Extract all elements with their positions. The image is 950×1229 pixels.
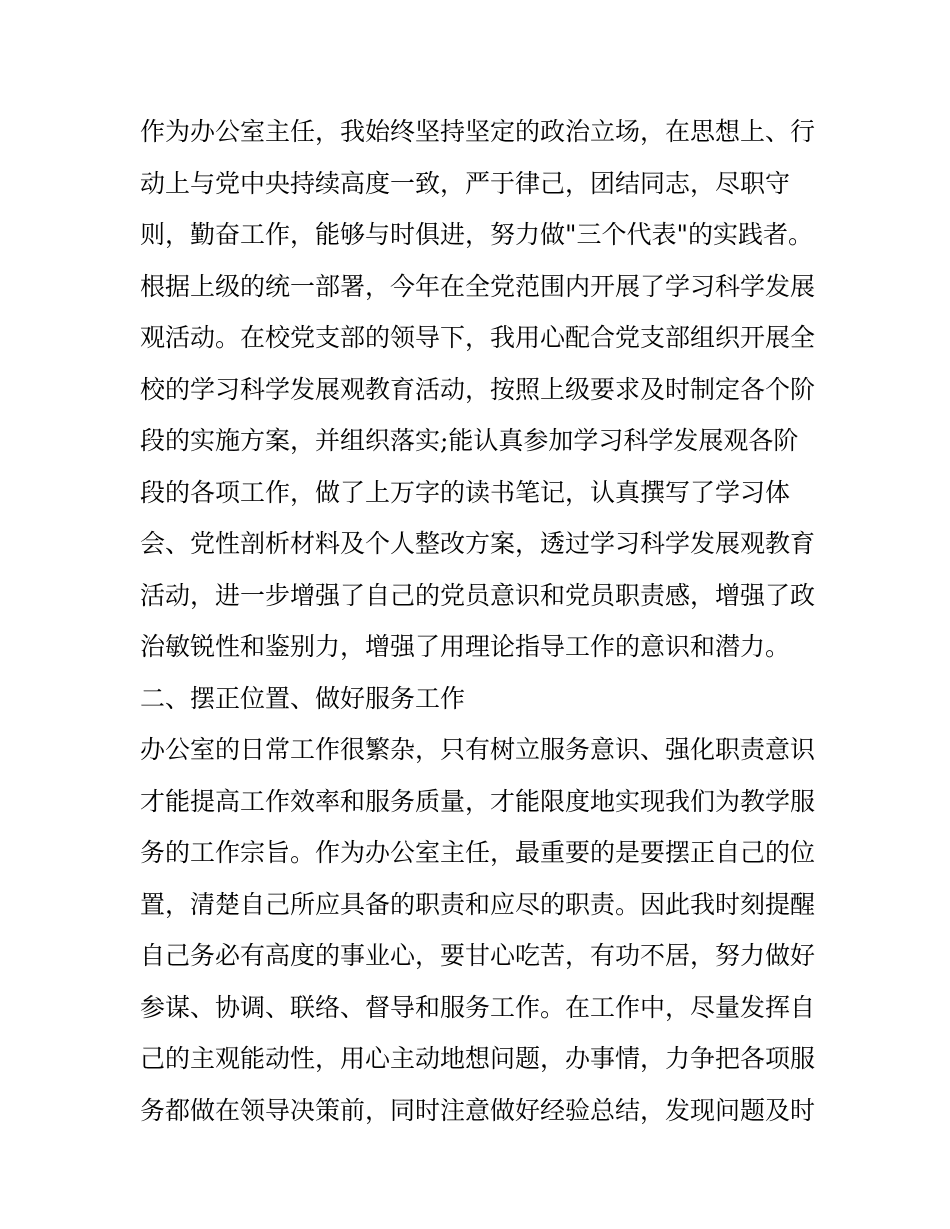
- text-line: 校的学习科学发展观教育活动，按照上级要求及时制定各个阶: [140, 374, 816, 404]
- text-line: 段的各项工作，做了上万字的读书笔记，认真撰写了学习体: [140, 477, 791, 507]
- text-line: 办公室的日常工作很繁杂，只有树立服务意识、强化职责意识: [140, 735, 816, 764]
- body-text: [140, 106, 830, 1136]
- text-line: 活动，进一步增强了自己的党员意识和党员职责感，增强了政: [140, 580, 816, 610]
- text-line: 务都做在领导决策前，同时注意做好经验总结，发现问题及时: [140, 1095, 816, 1125]
- text-line: 务的工作宗旨。作为办公室主任，最重要的是要摆正自己的位: [140, 838, 816, 867]
- text-line: 则，勤奋工作，能够与时俱进，努力做"三个代表"的实践者。: [140, 220, 814, 249]
- text-line: 参谋、协调、联络、督导和服务工作。在工作中，尽量发挥自: [140, 992, 816, 1022]
- text-line: 动上与党中央持续高度一致，严于律己，团结同志，尽职守: [140, 168, 791, 198]
- text-line: 会、党性剖析材料及个人整改方案，透过学习科学发展观教育: [140, 529, 816, 558]
- section-heading: 二、摆正位置、做好服务工作: [140, 683, 466, 713]
- text-line: 观活动。在校党支部的领导下，我用心配合党支部组织开展全: [140, 323, 816, 352]
- text-line: 根据上级的统一部署，今年在全党范围内开展了学习科学发展: [140, 271, 816, 301]
- text-line: 才能提高工作效率和服务质量，才能限度地实现我们为教学服: [140, 786, 816, 816]
- text-line: 作为办公室主任，我始终坚持坚定的政治立场，在思想上、行: [140, 117, 816, 146]
- text-line: 置，清楚自己所应具备的职责和应尽的职责。因此我时刻提醒: [140, 889, 816, 919]
- text-line: 治敏锐性和鉴别力，增强了用理论指导工作的意识和潜力。: [140, 632, 791, 661]
- text-line: 己的主观能动性，用心主动地想问题，办事情，力争把各项服: [140, 1044, 816, 1073]
- text-line: 自己务必有高度的事业心，要甘心吃苦，有功不居，努力做好: [140, 941, 816, 970]
- text-line: 段的实施方案，并组织落实;能认真参加学习科学发展观各阶: [140, 426, 799, 455]
